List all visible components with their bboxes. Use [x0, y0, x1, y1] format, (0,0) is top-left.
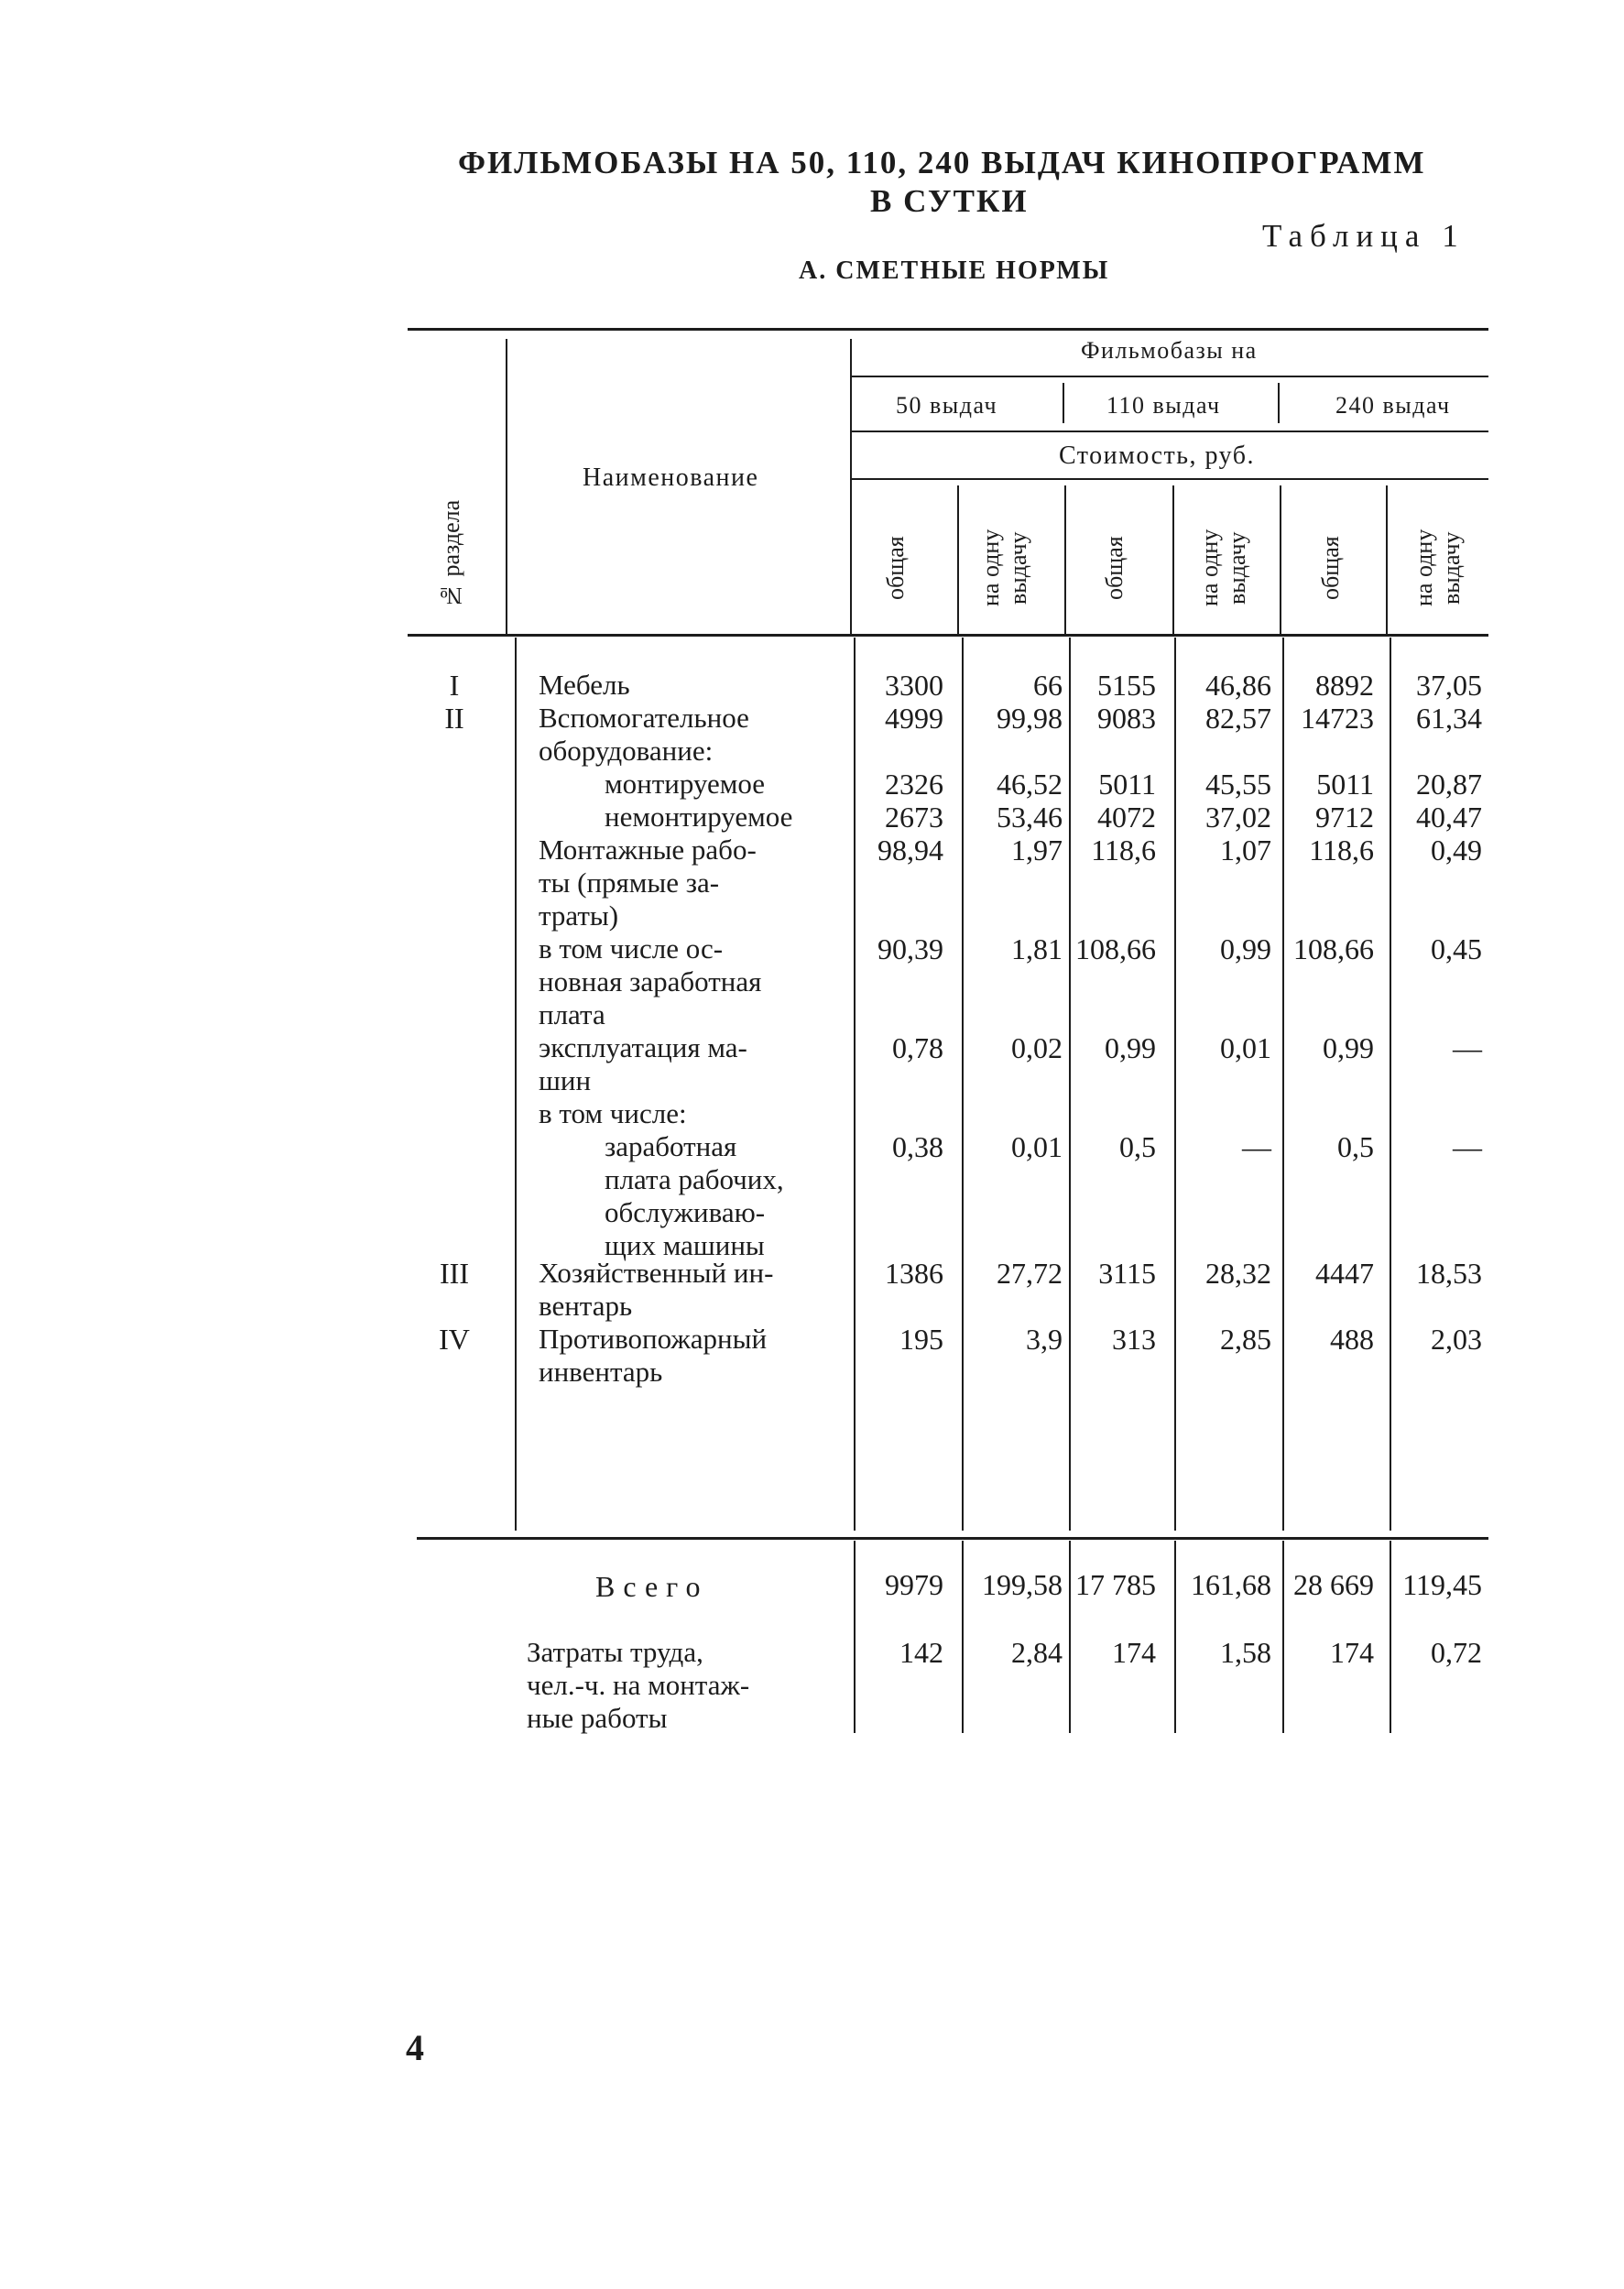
body-divider — [515, 638, 517, 1531]
table-cell-value: 0,45 — [1431, 932, 1482, 965]
table-cell-value: 27,72 — [997, 1257, 1063, 1290]
totals-divider — [1174, 1541, 1176, 1733]
labor-cell-value: 174 — [1330, 1636, 1374, 1669]
table-cell-value: 53,46 — [997, 801, 1063, 834]
table-cell-value: 40,47 — [1416, 801, 1482, 834]
table-cell-value: 5155 — [1097, 669, 1156, 702]
table-cell-value: 66 — [1033, 669, 1063, 702]
table-cell-value: 3115 — [1098, 1257, 1156, 1290]
row-name: Вспомогательное оборудование: — [539, 702, 749, 767]
header-divider — [1172, 485, 1174, 634]
body-divider — [1390, 638, 1391, 1531]
table-cell-value: 3,9 — [1026, 1323, 1063, 1356]
capacity-110-header: 110 выдач — [1106, 392, 1221, 419]
totals-divider — [1069, 1541, 1071, 1733]
body-divider — [1069, 638, 1071, 1531]
totals-divider — [1282, 1541, 1284, 1733]
table-subtitle: А. СМЕТНЫЕ НОРМЫ — [799, 256, 1110, 285]
table-cell-value: — — [1453, 1031, 1482, 1064]
table-cell-value: 2,85 — [1220, 1323, 1271, 1356]
table-number: Таблица 1 — [1262, 218, 1466, 254]
labor-cell-value: 2,84 — [1011, 1636, 1063, 1669]
table-cell-value: 37,05 — [1416, 669, 1482, 702]
totals-cell-value: 28 669 — [1293, 1568, 1374, 1601]
header-divider — [1280, 485, 1281, 634]
table-cell-value: 0,5 — [1119, 1130, 1156, 1163]
row-name: в том числе: — [539, 1097, 687, 1129]
totals-top-rule — [417, 1537, 1488, 1540]
labor-cell-value: 174 — [1112, 1636, 1156, 1669]
labor-label: Затраты труда, чел.-ч. на монтаж- ные работы — [527, 1636, 750, 1734]
capacity-50-header: 50 выдач — [896, 392, 998, 419]
row-name: немонтируемое — [605, 801, 793, 833]
table-cell-value: 5011 — [1098, 768, 1156, 801]
table-cell-value: 28,32 — [1205, 1257, 1271, 1290]
totals-divider — [962, 1541, 964, 1733]
row-name: Монтажные рабо- ты (прямые за- траты) — [539, 834, 757, 932]
table-cell-value: 2326 — [885, 768, 943, 801]
filmbase-group-header: Фильмобазы на — [1081, 337, 1258, 364]
table-cell-value: 4072 — [1097, 801, 1156, 834]
table-cell-value: 8892 — [1315, 669, 1374, 702]
header-divider — [957, 485, 959, 634]
capacity-240-header: 240 выдач — [1335, 392, 1451, 419]
row-name: монтируемое — [605, 768, 766, 800]
table-cell-value: 45,55 — [1205, 768, 1271, 801]
table-cell-value: 0,01 — [1220, 1031, 1271, 1064]
table-cell-value: 108,66 — [1293, 932, 1374, 965]
table-cell-value: 118,6 — [1309, 834, 1374, 867]
row-name: заработная плата рабочих, обслуживаю- щих машины — [605, 1130, 784, 1261]
row-name: Хозяйственный ин- вентарь — [539, 1257, 774, 1322]
table-cell-value: 0,99 — [1105, 1031, 1156, 1064]
header-divider — [1278, 383, 1280, 423]
table-cell-value: 20,87 — [1416, 768, 1482, 801]
header-bottom-rule — [408, 634, 1488, 637]
table-cell-value: 37,02 — [1205, 801, 1271, 834]
body-divider — [962, 638, 964, 1531]
name-column-header: Наименование — [583, 463, 759, 492]
subheader-total-110: общая — [1101, 536, 1128, 600]
table-cell-value: — — [1242, 1130, 1271, 1163]
labor-cell-value: 142 — [899, 1636, 943, 1669]
table-cell-value: 98,94 — [877, 834, 943, 867]
table-cell-value: 90,39 — [877, 932, 943, 965]
body-divider — [1282, 638, 1284, 1531]
table-cell-value: 9712 — [1315, 801, 1374, 834]
cost-rule — [852, 431, 1488, 432]
section-column-header: № раздела — [438, 499, 464, 609]
table-cell-value: — — [1453, 1130, 1482, 1163]
body-divider — [1174, 638, 1176, 1531]
table-cell-value: 488 — [1330, 1323, 1374, 1356]
subheader-per-110: на одну выдачу — [1196, 529, 1250, 607]
table-cell-value: 46,52 — [997, 768, 1063, 801]
totals-cell-value: 161,68 — [1191, 1568, 1271, 1601]
section-number: IV — [439, 1323, 470, 1356]
labor-cell-value: 1,58 — [1220, 1636, 1271, 1669]
subheader-total-240: общая — [1317, 536, 1344, 600]
table-cell-value: 18,53 — [1416, 1257, 1482, 1290]
table-cell-value: 0,01 — [1011, 1130, 1063, 1163]
header-divider — [1064, 485, 1066, 634]
totals-cell-value: 119,45 — [1402, 1568, 1482, 1601]
section-number: I — [449, 669, 460, 702]
header-divider — [506, 339, 507, 634]
subheader-per-50: на одну выдачу — [977, 529, 1031, 607]
table-cell-value: 14723 — [1301, 702, 1374, 735]
table-cell-value: 0,02 — [1011, 1031, 1063, 1064]
table-cell-value: 195 — [899, 1323, 943, 1356]
table-cell-value: 2673 — [885, 801, 943, 834]
table-cell-value: 3300 — [885, 669, 943, 702]
page-number: 4 — [406, 2027, 424, 2068]
subheader-rule — [852, 478, 1488, 480]
table-top-rule — [408, 328, 1488, 331]
table-cell-value: 0,38 — [892, 1130, 943, 1163]
table-cell-value: 5011 — [1316, 768, 1374, 801]
subheader-per-240: на одну выдачу — [1411, 529, 1465, 607]
table-cell-value: 1386 — [885, 1257, 943, 1290]
body-divider — [854, 638, 856, 1531]
totals-cell-value: 17 785 — [1075, 1568, 1156, 1601]
table-cell-value: 1,81 — [1011, 932, 1063, 965]
totals-divider — [854, 1541, 856, 1733]
cost-header: Стоимость, руб. — [1059, 441, 1256, 470]
table-cell-value: 4999 — [885, 702, 943, 735]
header-divider — [1063, 383, 1064, 423]
capacity-rule — [852, 376, 1488, 377]
header-divider — [850, 339, 852, 634]
document-title-continued: В СУТКИ — [870, 183, 1029, 219]
totals-label: Всего — [595, 1570, 709, 1603]
row-name: в том числе ос- новная заработная плата — [539, 932, 762, 1030]
table-cell-value: 108,66 — [1075, 932, 1156, 965]
table-cell-value: 0,99 — [1220, 932, 1271, 965]
table-cell-value: 0,78 — [892, 1031, 943, 1064]
table-cell-value: 0,49 — [1431, 834, 1482, 867]
table-cell-value: 99,98 — [997, 702, 1063, 735]
section-number: II — [444, 702, 464, 735]
table-cell-value: 1,07 — [1220, 834, 1271, 867]
row-name: Мебель — [539, 669, 630, 701]
row-name: эксплуатация ма- шин — [539, 1031, 747, 1096]
labor-cell-value: 0,72 — [1431, 1636, 1482, 1669]
table-cell-value: 4447 — [1315, 1257, 1374, 1290]
table-cell-value: 0,5 — [1337, 1130, 1374, 1163]
totals-cell-value: 199,58 — [982, 1568, 1063, 1601]
table-cell-value: 61,34 — [1416, 702, 1482, 735]
section-number: III — [440, 1257, 469, 1290]
totals-divider — [1390, 1541, 1391, 1733]
table-cell-value: 313 — [1112, 1323, 1156, 1356]
subheader-total-50: общая — [882, 536, 909, 600]
row-name: Противопожарный инвентарь — [539, 1323, 768, 1388]
totals-cell-value: 9979 — [885, 1568, 943, 1601]
table-cell-value: 82,57 — [1205, 702, 1271, 735]
header-divider — [1386, 485, 1388, 634]
table-cell-value: 46,86 — [1205, 669, 1271, 702]
table-cell-value: 1,97 — [1011, 834, 1063, 867]
table-cell-value: 118,6 — [1091, 834, 1156, 867]
table-cell-value: 2,03 — [1431, 1323, 1482, 1356]
table-cell-value: 9083 — [1097, 702, 1156, 735]
table-cell-value: 0,99 — [1323, 1031, 1374, 1064]
document-title: ФИЛЬМОБАЗЫ НА 50, 110, 240 ВЫДАЧ КИНОПРОГРАММ — [458, 145, 1426, 180]
